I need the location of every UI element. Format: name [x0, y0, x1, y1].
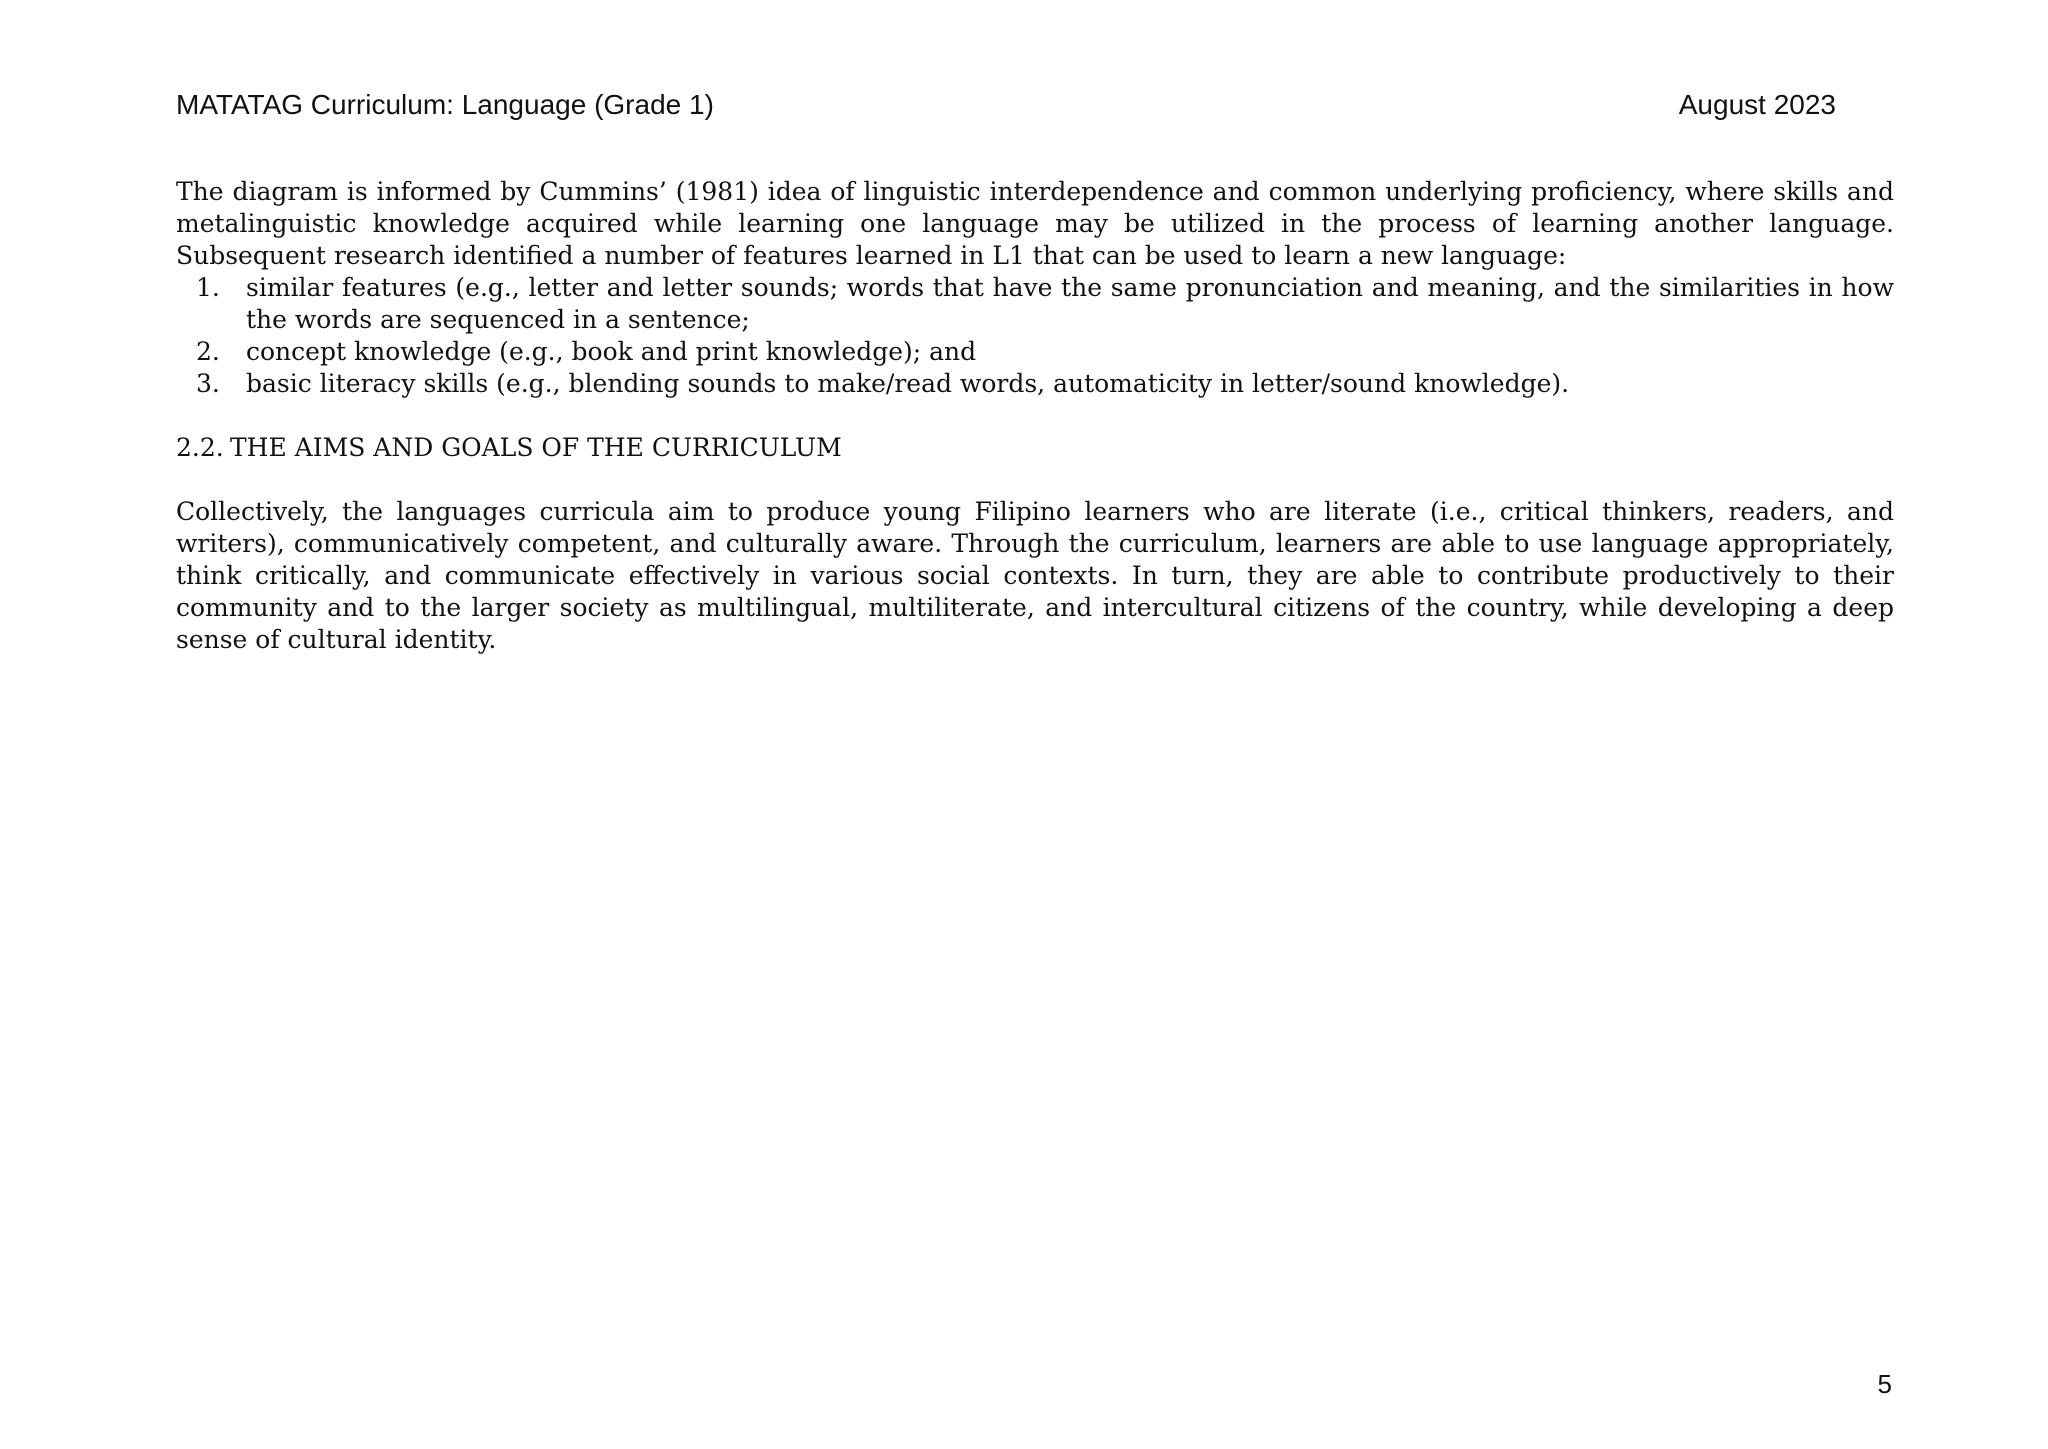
- list-item-number: 3.: [196, 369, 220, 398]
- list-item-number: 2.: [196, 337, 220, 366]
- list-item: [176, 336, 1894, 368]
- section-heading: [176, 432, 1894, 464]
- list-item: [176, 272, 1894, 336]
- header-date: August 2023: [1678, 89, 1836, 120]
- page-number: 5: [1877, 1369, 1892, 1399]
- intro-paragraph: The diagram is informed by Cummins’ (1981) idea of linguistic interdependence and common underlying proficiency, where skills and metalinguistic knowledge acquired while learning one language may be utilized in the process of learning another language. Subsequent research identified a number of features learned in L1 that can be used to learn a new language:: [176, 177, 1894, 270]
- features-list: [176, 272, 1894, 400]
- header-title: MATATAG Curriculum: Language (Grade 1): [176, 89, 714, 120]
- page-body: [176, 176, 1894, 656]
- section-title: THE AIMS AND GOALS OF THE CURRICULUM: [230, 433, 842, 462]
- aims-paragraph: Collectively, the languages curricula aim to produce young Filipino learners who are literate (i.e., critical thinkers, readers, and writers), communicatively competent, and culturally aware. Through the curriculum, learners are able to use language appropriately, think critically, and communicate effectively in various social contexts. In turn, they are able to contribute productively to their community and to the larger society as multilingual, multiliterate, and intercultural citizens of the country, while developing a deep sense of cultural identity.: [176, 497, 1894, 654]
- list-item-text: concept knowledge (e.g., book and print knowledge); and: [246, 337, 977, 366]
- list-item: [176, 368, 1894, 400]
- list-item-text: similar features (e.g., letter and letter sounds; words that have the same pronunciation and meaning, and the similarities in how the words are sequenced in a sentence;: [246, 273, 1894, 334]
- list-item-number: 1.: [196, 273, 220, 302]
- section-number: 2.2.: [176, 433, 224, 462]
- list-item-text: basic literacy skills (e.g., blending sounds to make/read words, automaticity in letter/sound knowledge).: [246, 369, 1570, 398]
